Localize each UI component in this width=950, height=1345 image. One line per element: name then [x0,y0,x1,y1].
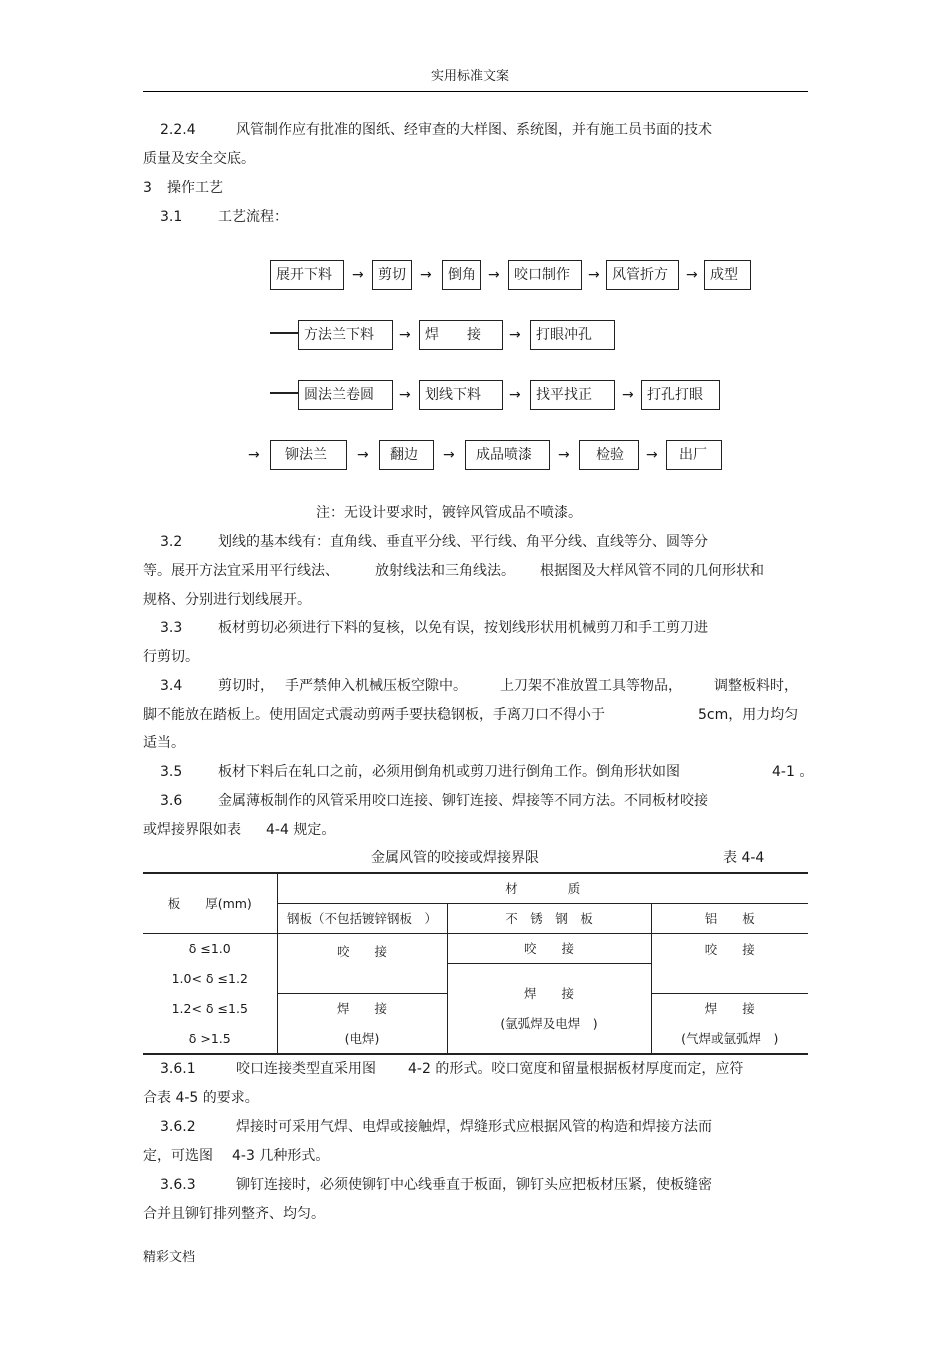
flow-box-rivet-flange: 铆法兰 [270,440,347,470]
flow-box-level: 找平找正 [530,380,615,410]
flow-box-round-flange: 圆法兰卷圆 [298,380,393,410]
flow-arrow: → [588,267,600,283]
para-224-line1: 风管制作应有批准的图纸、经审查的大样图、系统图，并有施工员书面的技术 [236,122,712,138]
flow-note: 注：无设计要求时，镀锌风管成品不喷漆。 [316,505,582,521]
steel-bite-cell: 咬 接 [277,933,447,993]
flow-lead-line [270,392,299,394]
flow-box-form: 成型 [704,260,751,290]
para-34-num: 3.4 [160,678,183,694]
section-3-title: 操作工艺 [167,180,223,196]
para-362-num: 3.6.2 [160,1119,196,1135]
para-35-text: 板材下料后在轧口之前，必须用倒角机或剪刀进行倒角工作。倒角形状如图 [218,764,680,780]
flow-box-square-flange: 方法兰下料 [298,320,393,350]
steel-weld-note: (电焊) [344,1031,380,1047]
para-33-line1: 板材剪切必须进行下料的复核，以免有误，按划线形状用机械剪刀和手工剪刀进 [218,620,708,636]
page-header-title: 实用标准文案 [431,69,510,84]
flow-arrow: → [622,387,634,403]
flow-box-inspect: 检验 [579,440,639,470]
flow-box-paint: 成品喷漆 [465,440,550,470]
para-32-line2c: 根据图及大样风管不同的几何形状和 [540,563,764,579]
para-361-num: 3.6.1 [160,1061,196,1077]
flow-arrow: → [443,447,455,463]
para-33-line2: 行剪切。 [143,649,199,665]
stainless-bite-cell: 咬 接 [447,933,651,963]
table-label: 表 4-4 [723,850,765,866]
flow-arrow: → [558,447,570,463]
aluminum-weld-cell [651,993,808,1053]
para-34-line2a: 脚不能放在踏板上。使用固定式震动剪两手要扶稳钢板，手离刀口不得小于 [143,707,605,723]
section-3-num: 3 [143,180,152,196]
header-rule [143,91,808,92]
para-34-line1b: 手严禁伸入机械压板空隙中。 [285,678,467,694]
para-34-line3: 适当。 [143,735,185,751]
flow-arrow: → [357,447,369,463]
thickness-row-4: δ >1.5 [188,1030,231,1046]
table-bottom-rule [143,1053,808,1054]
col-header-thickness: 板 厚(mm) [143,873,277,933]
flow-arrow: → [509,327,521,343]
para-36-line1: 金属薄板制作的风管采用咬口连接、铆钉连接、焊接等不同方法。不同板材咬接 [218,793,708,809]
flow-arrow: → [686,267,698,283]
para-362-line1: 焊接时可采用气焊、电焊或接触焊，焊缝形式应根据风管的构造和焊接方法而 [236,1119,712,1135]
para-363-num: 3.6.3 [160,1177,196,1193]
thickness-row-1: δ ≤1.0 [143,933,277,963]
flow-box-drill: 打孔打眼 [641,380,720,410]
para-36-num: 3.6 [160,793,183,809]
para-34-line1d: 调整板料时， [714,678,798,694]
para-361-line2: 合表 4-5 的要求。 [143,1090,259,1106]
para-35-num: 3.5 [160,764,183,780]
flow-box-seam: 咬口制作 [508,260,582,290]
para-34-line1a: 剪切时， [218,678,274,694]
table-4-4 [143,872,808,1055]
sub-header-steel: 钢板（不包括镀锌钢板 ） [277,903,447,933]
sub-header-aluminum: 铝 板 [651,903,808,933]
para-32-line3: 规格、分别进行划线展开。 [143,592,311,608]
para-32-line2b: 放射线法和三角线法。 [375,563,515,579]
flow-arrow: → [399,327,411,343]
flow-box-unfold: 展开下料 [270,260,344,290]
flow-box-punch: 打眼冲孔 [530,320,615,350]
para-361-line1b: 4-2 的形式。咬口宽度和留量根据板材厚度而定，应符 [408,1061,744,1077]
flow-box-ship: 出厂 [666,440,722,470]
flow-box-chamfer: 倒角 [442,260,481,290]
flow-arrow: → [399,387,411,403]
para-34-line1c: 上刀架不准放置工具等物品， [500,678,682,694]
page-footer: 精彩文档 [143,1250,196,1265]
para-33-num: 3.3 [160,620,183,636]
aluminum-weld-note: (气焊或氩弧焊 ) [681,1031,779,1047]
para-361-line1a: 咬口连接类型直采用图 [236,1061,376,1077]
para-36-line2a: 或焊接界限如表 [143,822,241,838]
para-362-line2a: 定，可选图 [143,1148,213,1164]
para-36-line2b: 4-4 规定。 [266,822,336,838]
para-32-num: 3.2 [160,534,183,550]
thickness-row-3: 1.2< δ ≤1.5 [171,1000,248,1016]
table-caption: 金属风管的咬接或焊接界限 [371,850,539,866]
para-362-line2b: 4-3 几种形式。 [232,1148,330,1164]
flow-box-weld: 焊 接 [419,320,503,350]
sub-header-stainless: 不 锈 钢 板 [447,903,651,933]
flow-arrow: → [248,447,260,463]
aluminum-bite-cell: 咬 接 [651,933,808,993]
para-35-ref: 4-1 。 [772,764,814,780]
flow-box-flange-edge: 翻边 [379,440,434,470]
flow-box-fold: 风管折方 [606,260,679,290]
thickness-row-2: 1.0< δ ≤1.2 [171,970,248,986]
stainless-weld-cell [447,963,651,1053]
steel-weld-cell [277,993,447,1053]
para-32-line1: 划线的基本线有：直角线、垂直平分线、平行线、角平分线、直线等分、圆等分 [218,534,708,550]
para-32-line2a: 等。展开方法宜采用平行线法、 [143,563,339,579]
para-34-line2b: 5cm，用力均匀 [698,707,799,723]
flow-box-cut: 剪切 [372,260,412,290]
flow-arrow: → [509,387,521,403]
flow-arrow: → [352,267,364,283]
steel-weld-label: 焊 接 [336,1001,387,1017]
para-363-line2: 合并且铆钉排列整齐、均匀。 [143,1206,325,1222]
aluminum-weld-label: 焊 接 [704,1001,755,1017]
para-31-num: 3.1 [160,209,183,225]
flow-arrow: → [420,267,432,283]
flow-arrow: → [646,447,658,463]
para-31-text: 工艺流程： [218,209,288,225]
para-224-line2: 质量及安全交底。 [143,151,255,167]
para-363-line1: 铆钉连接时，必须使铆钉中心线垂直于板面，铆钉头应把板材压紧，使板缝密 [236,1177,712,1193]
flow-lead-line [270,332,299,334]
para-224-num: 2.2.4 [160,122,196,138]
flow-box-mark: 划线下料 [419,380,503,410]
flow-arrow: → [488,267,500,283]
stainless-weld-label: 焊 接 [523,986,574,1002]
stainless-weld-note: (氩弧焊及电焊 ) [500,1016,598,1032]
col-header-material: 材 质 [277,873,808,903]
